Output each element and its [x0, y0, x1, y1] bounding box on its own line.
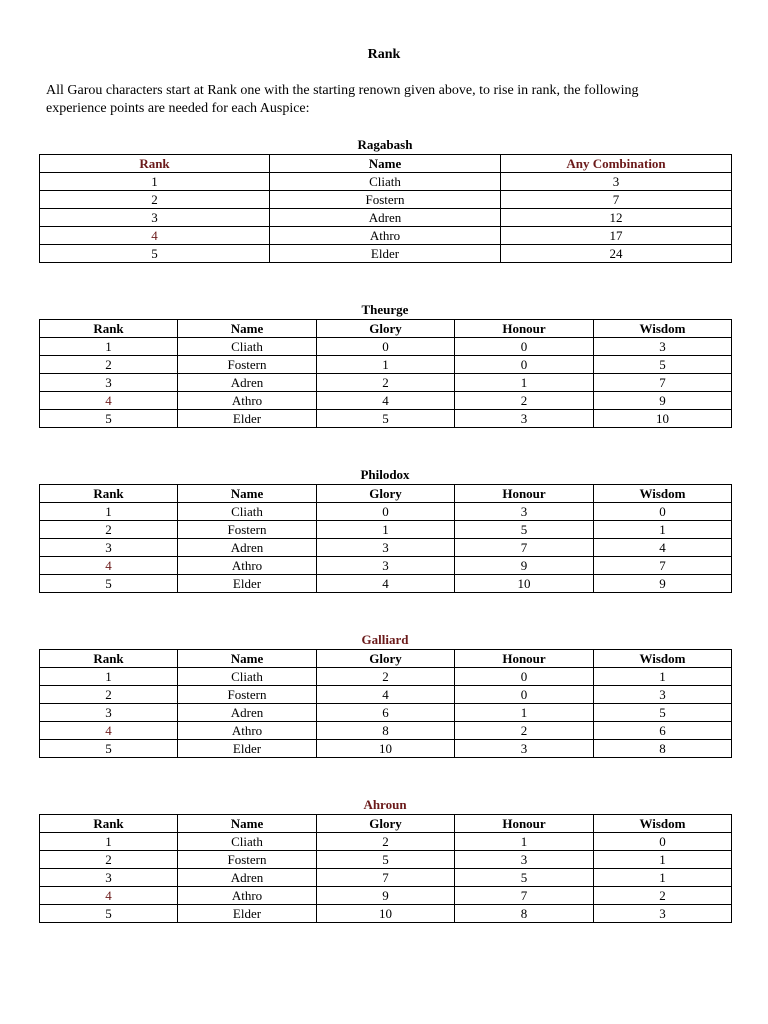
cell-honour: 5: [455, 521, 594, 539]
table-row: [40, 851, 732, 869]
cell-rank: 3: [40, 374, 178, 392]
header-row: [40, 485, 732, 503]
cell-glory: 2: [317, 374, 455, 392]
col-header-honour: Honour: [455, 815, 594, 833]
cell-wisdom: 7: [594, 374, 732, 392]
cell-glory: 3: [317, 557, 455, 575]
cell-name: Elder: [178, 575, 317, 593]
cell-honour: 10: [455, 575, 594, 593]
cell-name: Fostern: [178, 356, 317, 374]
col-header-wisdom: Wisdom: [594, 650, 732, 668]
cell-honour: 1: [455, 704, 594, 722]
cell-rank: 4: [40, 557, 178, 575]
col-header-wisdom: Wisdom: [594, 815, 732, 833]
cell-rank: 2: [40, 191, 270, 209]
cell-rank: 4: [40, 227, 270, 245]
cell-name: Fostern: [178, 521, 317, 539]
cell-name: Cliath: [178, 668, 317, 686]
cell-rank: 2: [40, 521, 178, 539]
cell-honour: 0: [455, 668, 594, 686]
col-header-rank: Rank: [40, 650, 178, 668]
galliard-table: [39, 649, 732, 758]
cell-name: Fostern: [178, 686, 317, 704]
cell-rank: 4: [40, 392, 178, 410]
cell-wisdom: 7: [594, 557, 732, 575]
table-row: [40, 686, 732, 704]
intro-paragraph: [46, 82, 726, 118]
table-row: [40, 905, 732, 923]
cell-honour: 3: [455, 851, 594, 869]
cell-rank: 1: [40, 338, 178, 356]
cell-name: Athro: [178, 887, 317, 905]
col-header-name: Name: [178, 650, 317, 668]
table-row: [40, 191, 732, 209]
cell-wisdom: 5: [594, 356, 732, 374]
cell-rank: 5: [40, 575, 178, 593]
theurge-table: [39, 319, 732, 428]
cell-name: Elder: [178, 410, 317, 428]
cell-honour: 1: [455, 374, 594, 392]
table-row: [40, 356, 732, 374]
cell-name: Athro: [178, 557, 317, 575]
cell-rank: 3: [40, 869, 178, 887]
col-header-rank: Rank: [40, 155, 270, 173]
table-row: [40, 173, 732, 191]
col-header-honour: Honour: [455, 485, 594, 503]
page-title: Rank: [367, 47, 401, 62]
col-header-rank: Rank: [40, 485, 178, 503]
col-header-name: Name: [178, 815, 317, 833]
table-row: [40, 704, 732, 722]
ragabash-section: [39, 136, 731, 263]
cell-honour: 1: [455, 833, 594, 851]
cell-name: Elder: [178, 740, 317, 758]
cell-name: Athro: [178, 722, 317, 740]
table-row: [40, 539, 732, 557]
table-row: [40, 887, 732, 905]
cell-wisdom: 0: [594, 503, 732, 521]
cell-wisdom: 4: [594, 539, 732, 557]
cell-wisdom: 3: [594, 338, 732, 356]
col-header-glory: Glory: [317, 485, 455, 503]
cell-honour: 0: [455, 686, 594, 704]
cell-rank: 4: [40, 722, 178, 740]
cell-glory: 0: [317, 503, 455, 521]
cell-name: Cliath: [270, 173, 501, 191]
intro-line-2: experience points are needed for each Auspice:: [46, 101, 310, 116]
cell-value: 3: [501, 173, 732, 191]
col-header-rank: Rank: [40, 320, 178, 338]
cell-name: Fostern: [270, 191, 501, 209]
ahroun-title: Ahroun: [363, 797, 407, 812]
cell-rank: 2: [40, 356, 178, 374]
cell-wisdom: 1: [594, 668, 732, 686]
cell-glory: 7: [317, 869, 455, 887]
table-row: [40, 869, 732, 887]
philodox-table: [39, 484, 732, 593]
philodox-title: Philodox: [360, 467, 410, 482]
col-header-name: Name: [178, 320, 317, 338]
table-row: [40, 521, 732, 539]
cell-name: Adren: [178, 539, 317, 557]
cell-honour: 5: [455, 869, 594, 887]
cell-rank: 5: [40, 740, 178, 758]
table-row: [40, 575, 732, 593]
header-row: [40, 155, 732, 173]
cell-name: Athro: [178, 392, 317, 410]
table-row: [40, 392, 732, 410]
col-header-honour: Honour: [455, 320, 594, 338]
cell-rank: 5: [40, 905, 178, 923]
cell-honour: 0: [455, 338, 594, 356]
ragabash-title: Ragabash: [357, 137, 413, 152]
cell-glory: 1: [317, 521, 455, 539]
cell-honour: 2: [455, 392, 594, 410]
table-row: [40, 410, 732, 428]
cell-name: Adren: [178, 704, 317, 722]
col-header-honour: Honour: [455, 650, 594, 668]
cell-value: 7: [501, 191, 732, 209]
cell-name: Elder: [270, 245, 501, 263]
table-row: [40, 557, 732, 575]
galliard-section: [39, 631, 731, 758]
cell-wisdom: 6: [594, 722, 732, 740]
cell-name: Adren: [178, 374, 317, 392]
cell-wisdom: 3: [594, 905, 732, 923]
table-row: [40, 668, 732, 686]
cell-rank: 5: [40, 410, 178, 428]
cell-value: 17: [501, 227, 732, 245]
cell-name: Cliath: [178, 338, 317, 356]
col-header-glory: Glory: [317, 815, 455, 833]
cell-glory: 1: [317, 356, 455, 374]
col-header-wisdom: Wisdom: [594, 320, 732, 338]
cell-name: Adren: [178, 869, 317, 887]
cell-honour: 2: [455, 722, 594, 740]
cell-glory: 9: [317, 887, 455, 905]
cell-honour: 3: [455, 503, 594, 521]
cell-rank: 1: [40, 173, 270, 191]
cell-wisdom: 5: [594, 704, 732, 722]
cell-honour: 3: [455, 740, 594, 758]
table-row: [40, 503, 732, 521]
table-row: [40, 722, 732, 740]
cell-glory: 5: [317, 410, 455, 428]
col-header-name: Name: [270, 155, 501, 173]
cell-rank: 1: [40, 503, 178, 521]
cell-name: Fostern: [178, 851, 317, 869]
table-row: [40, 245, 732, 263]
cell-wisdom: 10: [594, 410, 732, 428]
cell-glory: 2: [317, 833, 455, 851]
cell-honour: 3: [455, 410, 594, 428]
theurge-title: Theurge: [361, 302, 409, 317]
cell-honour: 0: [455, 356, 594, 374]
cell-value: 12: [501, 209, 732, 227]
table-row: [40, 338, 732, 356]
col-header-glory: Glory: [317, 320, 455, 338]
cell-wisdom: 1: [594, 851, 732, 869]
cell-wisdom: 1: [594, 869, 732, 887]
cell-glory: 3: [317, 539, 455, 557]
cell-name: Elder: [178, 905, 317, 923]
cell-rank: 3: [40, 539, 178, 557]
cell-wisdom: 2: [594, 887, 732, 905]
cell-rank: 2: [40, 686, 178, 704]
col-header-wisdom: Wisdom: [594, 485, 732, 503]
intro-line-1: All Garou characters start at Rank one with the starting renown given above, to rise in rank, the following: [46, 83, 639, 98]
col-header-any-combination: Any Combination: [501, 155, 732, 173]
cell-name: Athro: [270, 227, 501, 245]
cell-rank: 5: [40, 245, 270, 263]
cell-value: 24: [501, 245, 732, 263]
cell-glory: 4: [317, 392, 455, 410]
cell-wisdom: 9: [594, 575, 732, 593]
table-row: [40, 833, 732, 851]
ragabash-table: [39, 154, 732, 263]
cell-glory: 4: [317, 575, 455, 593]
cell-honour: 8: [455, 905, 594, 923]
cell-wisdom: 9: [594, 392, 732, 410]
philodox-section: [39, 466, 731, 593]
cell-rank: 1: [40, 668, 178, 686]
cell-glory: 8: [317, 722, 455, 740]
cell-wisdom: 8: [594, 740, 732, 758]
cell-rank: 2: [40, 851, 178, 869]
cell-glory: 0: [317, 338, 455, 356]
cell-glory: 10: [317, 905, 455, 923]
galliard-title: Galliard: [361, 632, 409, 647]
cell-rank: 1: [40, 833, 178, 851]
cell-name: Cliath: [178, 833, 317, 851]
cell-glory: 5: [317, 851, 455, 869]
cell-wisdom: 0: [594, 833, 732, 851]
header-row: [40, 815, 732, 833]
cell-glory: 4: [317, 686, 455, 704]
cell-rank: 4: [40, 887, 178, 905]
col-header-glory: Glory: [317, 650, 455, 668]
header-row: [40, 320, 732, 338]
cell-wisdom: 3: [594, 686, 732, 704]
table-row: [40, 374, 732, 392]
cell-honour: 9: [455, 557, 594, 575]
cell-glory: 6: [317, 704, 455, 722]
table-row: [40, 740, 732, 758]
cell-rank: 3: [40, 704, 178, 722]
ahroun-table: [39, 814, 732, 923]
cell-rank: 3: [40, 209, 270, 227]
cell-honour: 7: [455, 887, 594, 905]
table-row: [40, 209, 732, 227]
theurge-section: [39, 301, 731, 428]
table-row: [40, 227, 732, 245]
cell-name: Cliath: [178, 503, 317, 521]
cell-glory: 2: [317, 668, 455, 686]
col-header-name: Name: [178, 485, 317, 503]
cell-wisdom: 1: [594, 521, 732, 539]
header-row: [40, 650, 732, 668]
col-header-rank: Rank: [40, 815, 178, 833]
cell-name: Adren: [270, 209, 501, 227]
cell-honour: 7: [455, 539, 594, 557]
cell-glory: 10: [317, 740, 455, 758]
ahroun-section: [39, 796, 731, 923]
